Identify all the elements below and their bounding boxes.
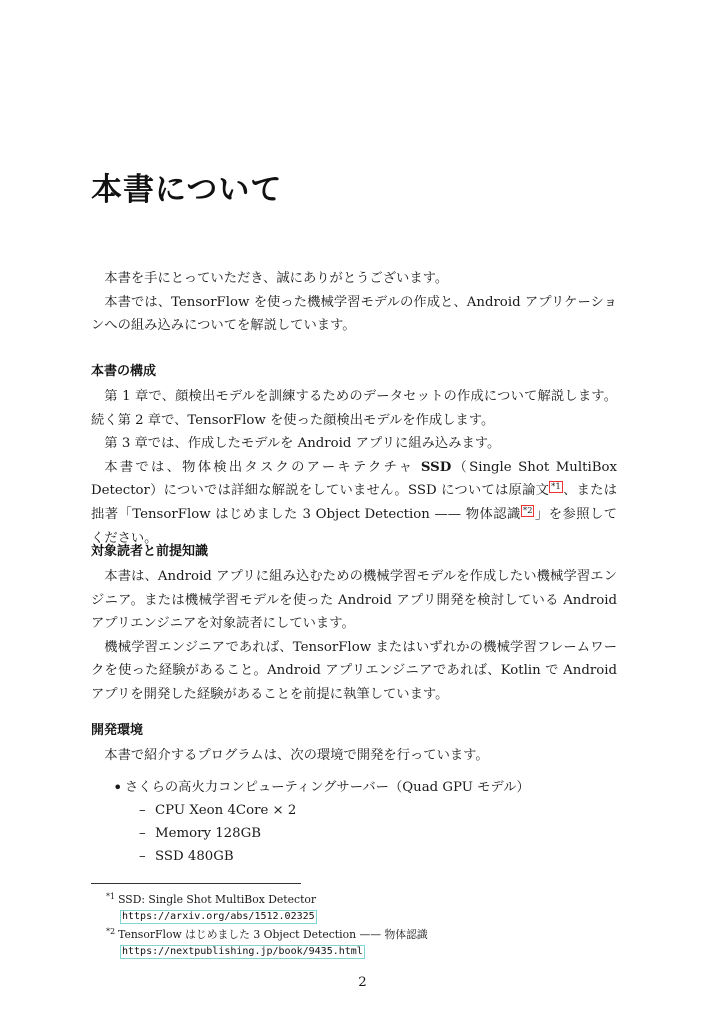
intro-section <box>91 267 617 338</box>
footnote-1-link[interactable]: https://arxiv.org/abs/1512.02325 <box>122 911 315 922</box>
footnote-1 <box>106 889 606 908</box>
footnote-ref-1[interactable]: *1 <box>551 482 561 493</box>
spec-sublist <box>125 799 617 868</box>
footnote-divider <box>91 883 301 884</box>
environment-list <box>91 776 617 868</box>
footnote-2-url-line <box>106 943 606 959</box>
ssd-term: SSD <box>420 459 452 475</box>
environment-paragraph: 本書で紹介するプログラムは、次の環境で開発を行っています。 <box>104 748 489 763</box>
footnote-number: *1 <box>106 892 116 901</box>
structure-paragraph-1: 第 1 章で、顔検出モデルを訓練するためのデータセットの作成について解説します。続く第 2 章で、TensorFlow を使った顔検出モデルを作成します。 <box>91 389 617 428</box>
intro-paragraph-1: 本書を手にとっていただき、誠にありがとうございます。 <box>104 271 449 286</box>
footnote-number: *2 <box>106 927 116 936</box>
structure-section <box>91 360 617 550</box>
footnote-2-link[interactable]: https://nextpublishing.jp/book/9435.html <box>122 946 363 957</box>
footnotes <box>106 889 606 959</box>
list-item: – CPU Xeon 4Core × 2 <box>125 799 617 822</box>
structure-p3-text-d: 」を参照してください。 <box>91 506 617 546</box>
structure-p3-text-a: 本書では、物体検出タスクのアーキテクチャ <box>104 459 421 475</box>
page-number: 2 <box>358 975 367 990</box>
structure-paragraph-2: 第 3 章では、作成したモデルを Android アプリに組み込みます。 <box>104 436 501 452</box>
footnote-text: TensorFlow はじめました 3 Object Detection —— 物体認識 <box>118 928 428 941</box>
structure-paragraph-3 <box>91 456 617 550</box>
environment-heading: 開発環境 <box>91 723 144 738</box>
list-item <box>91 776 617 868</box>
footnote-ref-2[interactable]: *2 <box>522 505 533 516</box>
server-item-label: さくらの高火力コンピューティングサーバー（Quad GPU モデル） <box>125 779 530 795</box>
list-item: – Memory 128GB <box>125 822 617 845</box>
audience-heading: 対象読者と前提知識 <box>91 544 209 559</box>
structure-p3-text-b: （Single Shot MultiBox Detector）についでは詳細な解説をしていません。SSD については原論文 <box>91 459 617 499</box>
list-item: – SSD 480GB <box>125 845 617 868</box>
structure-heading: 本書の構成 <box>91 364 157 379</box>
intro-paragraph-2: 本書では、TensorFlow を使った機械学習モデルの作成と、Android アプリケーションへの組み込みについてを解説しています。 <box>91 294 617 334</box>
footnote-text: SSD: Single Shot MultiBox Detector <box>118 893 317 906</box>
audience-paragraph-1: 本書は、Android アプリに組み込むための機械学習モデルを作成したい機械学習エンジニア。または機械学習モデルを使った Android アプリ開発を検討している Android アプリエンジニアを対象読者にしています。 <box>91 569 617 632</box>
audience-section <box>91 540 617 707</box>
page-title: 本書について <box>91 172 283 208</box>
footnote-2 <box>106 924 606 943</box>
audience-paragraph-2: 機械学習エンジニアであれば、TensorFlow またはいずれかの機械学習フレームワークを使った経験があること。Android アプリエンジニアであれば、Kotlin で Android アプリを開発した経験があることを前提に執筆しています。 <box>91 639 617 702</box>
footnote-1-url-line <box>106 908 606 924</box>
structure-p3-text-c: 、または拙著「TensorFlow はじめました 3 Object Detection —— 物体認識 <box>91 483 617 522</box>
environment-section <box>91 719 617 868</box>
